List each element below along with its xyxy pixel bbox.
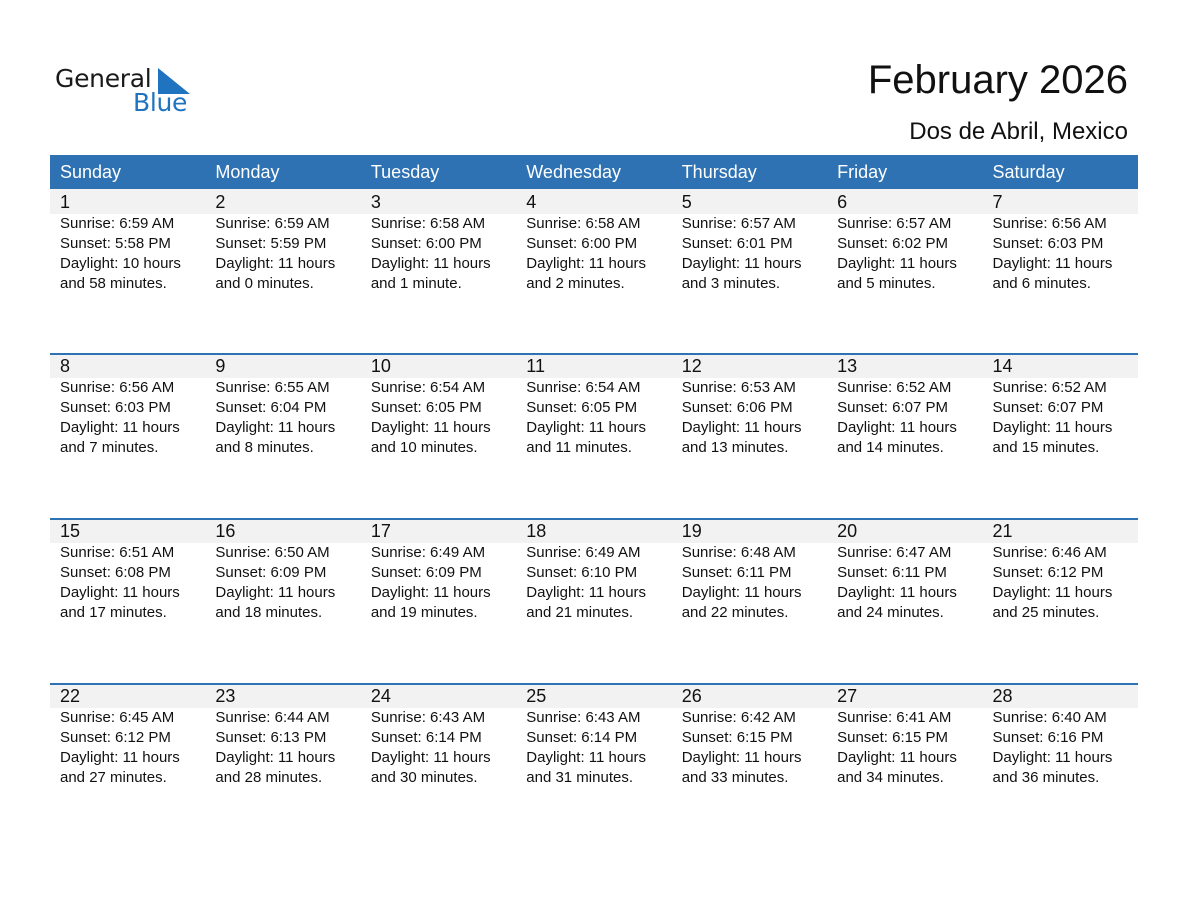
day-number: 9 xyxy=(215,356,226,376)
day-cell xyxy=(516,189,671,294)
day-number: 21 xyxy=(992,521,1013,541)
daylight-text: Daylight: 11 hours xyxy=(837,584,957,601)
daylight-minutes-text: and 0 minutes. xyxy=(215,275,314,292)
logo-word-general: General xyxy=(55,64,152,93)
daylight-minutes-text: and 8 minutes. xyxy=(215,439,314,456)
daylight-text: Daylight: 11 hours xyxy=(681,584,802,601)
sunrise-text: Sunrise: 6:56 AM xyxy=(60,379,175,396)
daylight-minutes-text: and 21 minutes. xyxy=(526,604,634,621)
day-number: 14 xyxy=(992,356,1013,376)
sunset-text: Sunset: 6:04 PM xyxy=(215,399,327,416)
daylight-minutes-text: and 33 minutes. xyxy=(681,769,789,786)
day-number: 20 xyxy=(837,521,858,541)
sunrise-text: Sunrise: 6:57 AM xyxy=(837,215,952,232)
daylight-minutes-text: and 11 minutes. xyxy=(526,439,632,456)
daylight-text: Daylight: 11 hours xyxy=(526,749,647,766)
day-number: 12 xyxy=(681,356,702,376)
sunrise-text: Sunrise: 6:43 AM xyxy=(370,709,486,726)
day-number: 8 xyxy=(60,356,71,376)
day-cell xyxy=(205,189,360,294)
sunrise-text: Sunrise: 6:40 AM xyxy=(992,709,1107,726)
sunrise-text: Sunrise: 6:57 AM xyxy=(681,215,796,232)
day-number: 16 xyxy=(215,521,236,541)
sunset-text: Sunset: 6:07 PM xyxy=(837,399,949,416)
daylight-minutes-text: and 30 minutes. xyxy=(370,769,478,786)
sunrise-text: Sunrise: 6:52 AM xyxy=(837,379,952,396)
daylight-minutes-text: and 18 minutes. xyxy=(215,604,323,621)
day-cell xyxy=(205,518,360,623)
sunset-text: Sunset: 6:13 PM xyxy=(215,729,327,746)
week-row xyxy=(50,189,1138,353)
weekday-header xyxy=(50,155,1138,189)
day-number: 19 xyxy=(681,521,702,541)
daylight-minutes-text: and 7 minutes. xyxy=(60,439,159,456)
daylight-text: Daylight: 11 hours xyxy=(60,584,180,601)
daylight-minutes-text: and 2 minutes. xyxy=(526,275,625,292)
sunrise-text: Sunrise: 6:59 AM xyxy=(60,215,175,232)
sunset-text: Sunset: 6:12 PM xyxy=(60,729,171,746)
daylight-minutes-text: and 1 minute. xyxy=(370,275,462,292)
sunrise-text: Sunrise: 6:42 AM xyxy=(681,709,796,726)
sunrise-text: Sunrise: 6:51 AM xyxy=(60,544,175,561)
day-cell xyxy=(983,353,1138,458)
day-number: 13 xyxy=(837,356,858,376)
daylight-minutes-text: and 28 minutes. xyxy=(215,769,323,786)
daylight-minutes-text: and 25 minutes. xyxy=(992,604,1100,621)
day-cell xyxy=(672,518,827,623)
sunrise-text: Sunrise: 6:54 AM xyxy=(370,379,486,396)
day-number: 27 xyxy=(837,686,858,706)
daylight-text: Daylight: 11 hours xyxy=(526,419,647,436)
sunset-text: Sunset: 6:09 PM xyxy=(215,564,327,581)
daylight-minutes-text: and 3 minutes. xyxy=(681,275,781,292)
sunrise-text: Sunrise: 6:50 AM xyxy=(215,544,330,561)
daylight-minutes-text: and 19 minutes. xyxy=(370,604,478,621)
weekday-label-thursday: Thursday xyxy=(681,162,757,182)
sunset-text: Sunset: 6:14 PM xyxy=(370,729,482,746)
day-number: 23 xyxy=(215,686,236,706)
sunset-text: Sunset: 6:09 PM xyxy=(370,564,482,581)
day-cell xyxy=(672,683,827,788)
weekday-label-wednesday: Wednesday xyxy=(526,162,621,182)
day-number: 6 xyxy=(837,192,848,212)
sunset-text: Sunset: 5:58 PM xyxy=(60,235,171,252)
sunrise-text: Sunrise: 6:58 AM xyxy=(370,215,486,232)
day-cell xyxy=(50,189,205,294)
daylight-text: Daylight: 11 hours xyxy=(992,584,1113,601)
daylight-text: Daylight: 10 hours xyxy=(60,255,181,272)
sunset-text: Sunset: 6:15 PM xyxy=(681,729,793,746)
day-number: 15 xyxy=(60,521,81,541)
day-number: 1 xyxy=(60,192,71,212)
daylight-text: Daylight: 11 hours xyxy=(60,419,180,436)
sunset-text: Sunset: 6:03 PM xyxy=(992,235,1104,252)
sunset-text: Sunset: 6:00 PM xyxy=(526,235,638,252)
day-number: 5 xyxy=(681,192,692,212)
day-cell xyxy=(205,353,360,458)
daylight-text: Daylight: 11 hours xyxy=(992,255,1113,272)
day-number: 2 xyxy=(215,192,226,212)
daylight-text: Daylight: 11 hours xyxy=(526,584,647,601)
day-number: 17 xyxy=(370,521,391,541)
daylight-minutes-text: and 34 minutes. xyxy=(837,769,944,786)
sunset-text: Sunset: 6:07 PM xyxy=(992,399,1104,416)
sunset-text: Sunset: 6:10 PM xyxy=(526,564,638,581)
day-cell xyxy=(361,353,516,458)
day-number: 25 xyxy=(526,686,547,706)
day-number: 24 xyxy=(370,686,391,706)
sunset-text: Sunset: 6:02 PM xyxy=(837,235,949,252)
sunset-text: Sunset: 6:06 PM xyxy=(681,399,793,416)
sunset-text: Sunset: 6:12 PM xyxy=(992,564,1104,581)
daylight-minutes-text: and 36 minutes. xyxy=(992,769,1100,786)
sunrise-text: Sunrise: 6:41 AM xyxy=(837,709,952,726)
day-number: 7 xyxy=(992,192,1003,212)
daylight-text: Daylight: 11 hours xyxy=(992,749,1113,766)
sunrise-text: Sunrise: 6:49 AM xyxy=(370,544,486,561)
sunrise-text: Sunrise: 6:55 AM xyxy=(215,379,330,396)
day-number: 28 xyxy=(992,686,1013,706)
daylight-text: Daylight: 11 hours xyxy=(60,749,180,766)
sunrise-text: Sunrise: 6:52 AM xyxy=(992,379,1107,396)
weekday-label-friday: Friday xyxy=(837,162,888,182)
sunset-text: Sunset: 6:14 PM xyxy=(526,729,638,746)
day-cell xyxy=(50,518,205,623)
daylight-text: Daylight: 11 hours xyxy=(215,584,336,601)
sunset-text: Sunset: 6:01 PM xyxy=(681,235,793,252)
daylight-minutes-text: and 27 minutes. xyxy=(60,769,167,786)
day-cell xyxy=(672,189,827,294)
sunrise-text: Sunrise: 6:43 AM xyxy=(526,709,641,726)
daylight-minutes-text: and 22 minutes. xyxy=(681,604,789,621)
daylight-text: Daylight: 11 hours xyxy=(837,419,957,436)
daylight-text: Daylight: 11 hours xyxy=(370,419,491,436)
logo xyxy=(55,64,205,120)
day-cell xyxy=(827,353,982,458)
sunset-text: Sunset: 6:11 PM xyxy=(681,564,792,581)
daylight-text: Daylight: 11 hours xyxy=(681,255,802,272)
weekday-label-saturday: Saturday xyxy=(992,162,1065,182)
calendar-grid xyxy=(50,155,1138,848)
daylight-text: Daylight: 11 hours xyxy=(370,749,491,766)
sunrise-text: Sunrise: 6:54 AM xyxy=(526,379,641,396)
daylight-text: Daylight: 11 hours xyxy=(215,749,336,766)
day-number: 22 xyxy=(60,686,81,706)
day-cell xyxy=(983,189,1138,294)
day-cell xyxy=(827,518,982,623)
sunrise-text: Sunrise: 6:59 AM xyxy=(215,215,330,232)
sunset-text: Sunset: 6:08 PM xyxy=(60,564,171,581)
day-cell xyxy=(516,683,671,788)
sunset-text: Sunset: 6:15 PM xyxy=(837,729,949,746)
daylight-text: Daylight: 11 hours xyxy=(992,419,1113,436)
week-row xyxy=(50,683,1138,848)
day-cell xyxy=(50,683,205,788)
day-number: 18 xyxy=(526,521,547,541)
sunset-text: Sunset: 5:59 PM xyxy=(215,235,327,252)
day-cell xyxy=(827,683,982,788)
daylight-minutes-text: and 24 minutes. xyxy=(837,604,944,621)
week-row xyxy=(50,518,1138,683)
sunrise-text: Sunrise: 6:49 AM xyxy=(526,544,641,561)
daylight-text: Daylight: 11 hours xyxy=(370,255,491,272)
daylight-text: Daylight: 11 hours xyxy=(526,255,647,272)
sunrise-text: Sunrise: 6:47 AM xyxy=(837,544,952,561)
sunset-text: Sunset: 6:05 PM xyxy=(370,399,482,416)
weekday-label-sunday: Sunday xyxy=(60,162,122,182)
sunrise-text: Sunrise: 6:44 AM xyxy=(215,709,330,726)
weekday-label-tuesday: Tuesday xyxy=(370,162,440,182)
sunset-text: Sunset: 6:11 PM xyxy=(837,564,947,581)
daylight-minutes-text: and 15 minutes. xyxy=(992,439,1100,456)
day-cell xyxy=(361,683,516,788)
sunset-text: Sunset: 6:16 PM xyxy=(992,729,1104,746)
daylight-minutes-text: and 6 minutes. xyxy=(992,275,1091,292)
sunrise-text: Sunrise: 6:46 AM xyxy=(992,544,1107,561)
sunrise-text: Sunrise: 6:45 AM xyxy=(60,709,175,726)
week-row xyxy=(50,353,1138,518)
day-number: 10 xyxy=(370,356,391,376)
daylight-text: Daylight: 11 hours xyxy=(215,255,336,272)
day-cell xyxy=(827,189,982,294)
day-cell xyxy=(50,353,205,458)
daylight-text: Daylight: 11 hours xyxy=(370,584,491,601)
day-number: 11 xyxy=(526,356,545,376)
sunrise-text: Sunrise: 6:58 AM xyxy=(526,215,641,232)
daylight-minutes-text: and 17 minutes. xyxy=(60,604,167,621)
day-cell xyxy=(361,189,516,294)
daylight-text: Daylight: 11 hours xyxy=(215,419,336,436)
daylight-text: Daylight: 11 hours xyxy=(681,749,802,766)
daylight-minutes-text: and 5 minutes. xyxy=(837,275,936,292)
daylight-text: Daylight: 11 hours xyxy=(837,255,957,272)
day-cell xyxy=(361,518,516,623)
day-number: 3 xyxy=(370,192,381,212)
sunrise-text: Sunrise: 6:53 AM xyxy=(681,379,796,396)
day-cell xyxy=(983,518,1138,623)
page-title: February 2026 xyxy=(867,58,1128,102)
daylight-minutes-text: and 13 minutes. xyxy=(681,439,789,456)
weekday-label-monday: Monday xyxy=(215,162,280,182)
daylight-minutes-text: and 10 minutes. xyxy=(370,439,478,456)
day-cell xyxy=(205,683,360,788)
sunset-text: Sunset: 6:03 PM xyxy=(60,399,171,416)
day-cell xyxy=(516,353,671,458)
day-cell xyxy=(672,353,827,458)
day-number: 4 xyxy=(526,192,537,212)
daylight-text: Daylight: 11 hours xyxy=(681,419,802,436)
sunrise-text: Sunrise: 6:56 AM xyxy=(992,215,1107,232)
location-subtitle: Dos de Abril, Mexico xyxy=(909,118,1128,145)
logo-word-blue: Blue xyxy=(133,88,188,117)
daylight-minutes-text: and 58 minutes. xyxy=(60,275,167,292)
sunset-text: Sunset: 6:00 PM xyxy=(370,235,482,252)
daylight-text: Daylight: 11 hours xyxy=(837,749,957,766)
day-cell xyxy=(516,518,671,623)
sunset-text: Sunset: 6:05 PM xyxy=(526,399,638,416)
daylight-minutes-text: and 14 minutes. xyxy=(837,439,944,456)
day-cell xyxy=(983,683,1138,788)
day-number: 26 xyxy=(681,686,702,706)
sunrise-text: Sunrise: 6:48 AM xyxy=(681,544,796,561)
daylight-minutes-text: and 31 minutes. xyxy=(526,769,634,786)
